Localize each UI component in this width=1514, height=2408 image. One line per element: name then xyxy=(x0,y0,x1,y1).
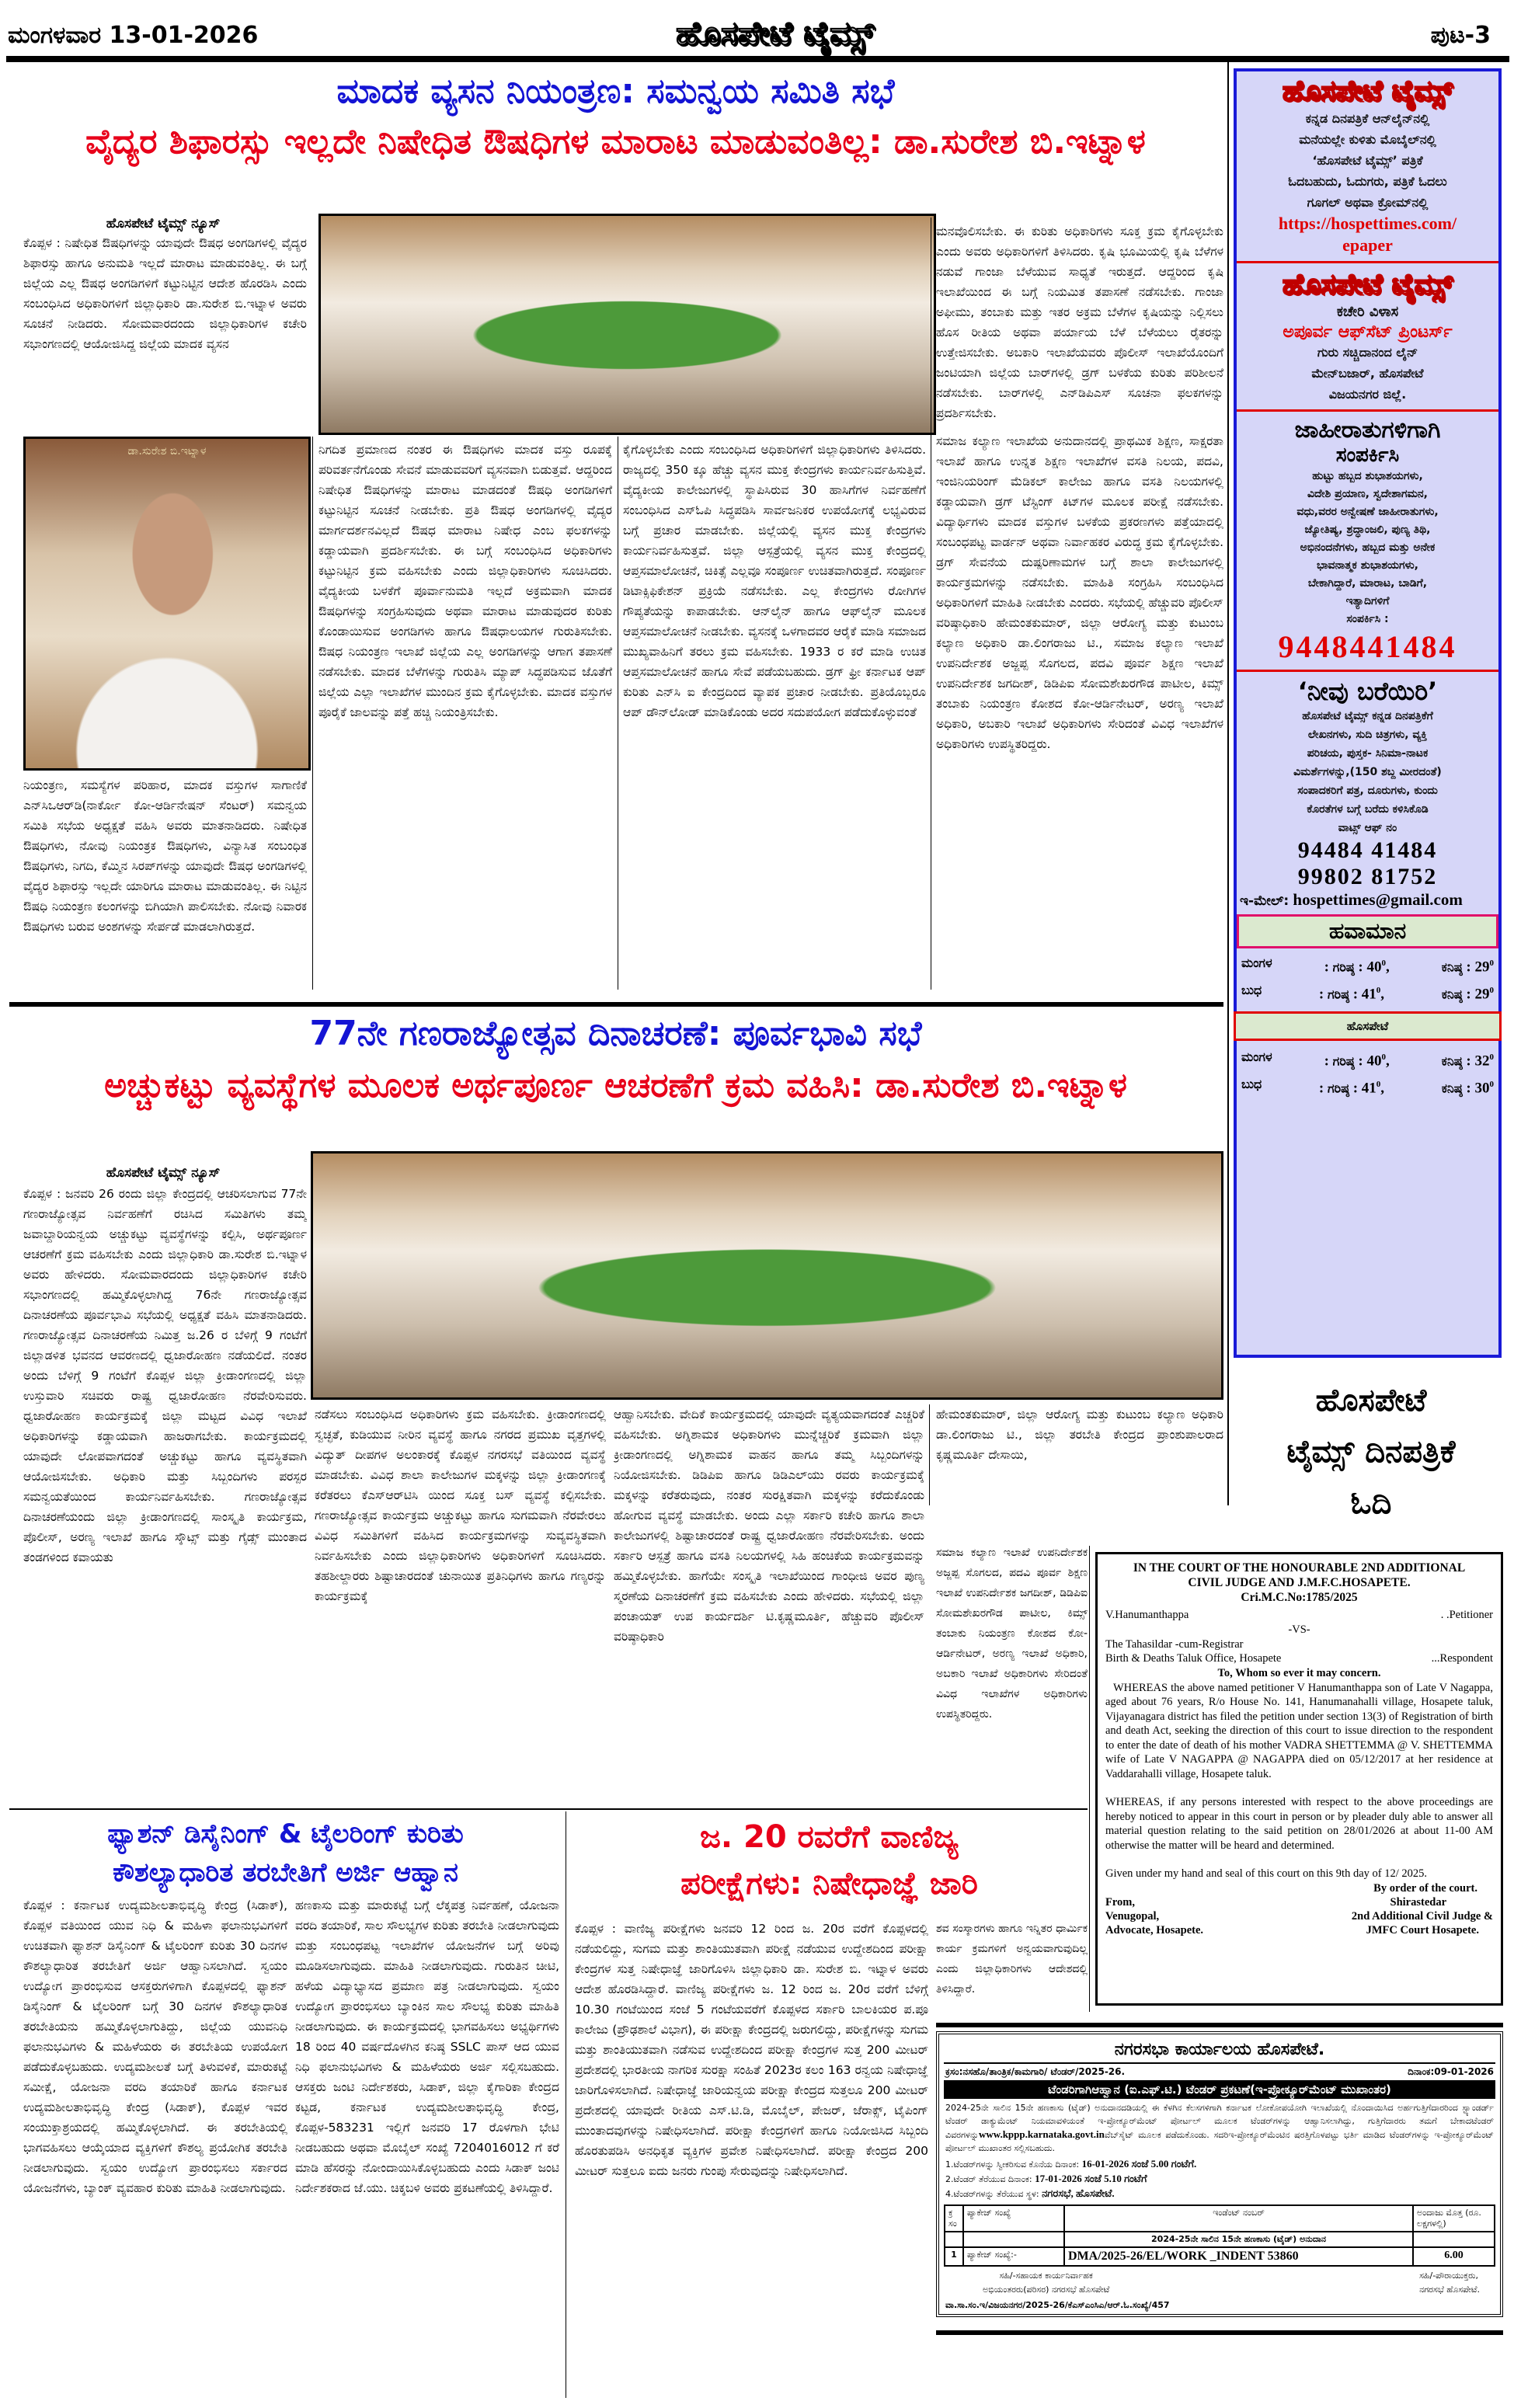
court-place: JMFC Court Hosapete. xyxy=(1366,1923,1479,1936)
weather-day: ಮಂಗಳ xyxy=(1241,955,1272,970)
article2-col1: ಕೊಪ್ಪಳ : ಜನವರಿ 26 ರಂದು ಜಿಲ್ಲಾ ಕೇಂದ್ರದಲ್ಲಿ ಆಚರಿಸಲಾಗುವ 77ನೇ ಗಣರಾಜ್ಯೋತ್ಸವ ನಿರ್ವಹಣೆಗೆ ರಚಿಸಿದ ಸಮಿತಿಗಳು ತಮ್ಮ ಜವಾಬ್ದಾರಿಯನ್ವಯ ಅಚ್ಚುಕಟ್ಟು ವ್ಯವಸ್ಥೆಗಳನ್ನು ಕಲ್ಪಿಸಿ, ಅರ್ಥಪೂರ್ಣ ಆಚರಣೆಗೆ ಕ್ರಮ ವಹಿಸಬೇಕು ಎಂದು ಜಿಲ್ಲಾಧಿಕಾರಿ ಡಾ.ಸುರೇಶ ಬಿ.ಇಟ್ನಾಳ ಅವರು ಹೇಳಿದರು. ಸೋಮವಾರದಂದು ಜಿಲ್ಲಾಧಿಕಾರಿಗಳ ಕಚೇರಿ ಸಭಾಂಗಣದಲ್ಲಿ ಹಮ್ಮಿಕೊಳ್ಳಲಾಗಿದ್ದ 76ನೇ ಗಣರಾಜ್ಯೋತ್ಸವ ದಿನಾಚರಣೆಯ ಪೂರ್ವಭಾವಿ ಸಭೆಯಲ್ಲಿ ಅಧ್ಯಕ್ಷತೆ ವಹಿಸಿ ಮಾತನಾಡಿದರು. ಗಣರಾಜ್ಯೋತ್ಸವ ದಿನಾಚರಣೆಯ ನಿಮಿತ್ತ ಜ.26 ರ ಬೆಳಿಗ್ಗೆ 9 ಗಂಟೆಗೆ ಜಿಲ್ಲಾಡಳಿತ ಭವನದ ಆವರಣದಲ್ಲಿ ಧ್ವಜಾರೋಹಣ ನಡೆಯಲಿದೆ. ನಂತರ ಅಂದು ಬೆಳಿಗ್ಗೆ 9 ಗಂಟೆಗೆ ಕೊಪ್ಪಳ ಜಿಲ್ಲಾ ಕ್ರೀಡಾಂಗಣದಲ್ಲಿ ಜಿಲ್ಲಾ ಉಸ್ತುವಾರಿ ಸಚಿವರು ರಾಷ್ಟ್ರ ಧ್ವಜಾರೋಹಣ ನೆರವೇರಿಸುವರು. ಧ್ವಜಾರೋಹಣ ಕಾರ್ಯಕ್ರಮಕ್ಕೆ ಜಿಲ್ಲಾ ಮಟ್ಟದ ವಿವಿಧ ಇಲಾಖೆ ಅಧಿಕಾರಿಗಳನ್ನು ಕಡ್ಡಾಯವಾಗಿ ಹಾಜರಾಗಬೇಕು. ಕಾರ್ಯಕ್ರಮದಲ್ಲಿ ಯಾವುದೇ ಲೋಪವಾಗದಂತೆ ಅಚ್ಚುಕಟ್ಟು ಹಾಗೂ ವ್ಯವಸ್ಥಿತವಾಗಿ ಆಯೋಜಿಸಬೇಕು. ಅಧಿಕಾರಿ ಮತ್ತು ಸಿಬ್ಬಂದಿಗಳು ಪರಸ್ಪರ ಸಮನ್ವಯತೆಯಿಂದ ಕಾರ್ಯನಿರ್ವಹಿಸಬೇಕು. ಗಣರಾಜ್ಯೋತ್ಸವ ದಿನಾಚರಣೆಯಂದು ಜಿಲ್ಲಾ ಕ್ರೀಡಾಂಗಣದಲ್ಲಿ ಸಾಂಸ್ಕೃತಿ ಕಾರ್ಯಕ್ರಮ, ಪೊಲೀಸ್, ಅರಣ್ಯ ಇಲಾಖೆ ಹಾಗೂ ಸ್ಕೌಟ್ಸ್ ಮತ್ತು ಗೈಡ್ಸ್ ಮುಂತಾದ ತಂಡಗಳಿಂದ ಕವಾಯತು xyxy=(23,1187,307,1564)
email-label: ಇ-ಮೇಲ್: xyxy=(1240,893,1290,909)
article1-kicker: ಮಾದಕ ವ್ಯಸನ ನಿಯಂತ್ರಣ: ಸಮನ್ವಯ ಸಮಿತಿ ಸಭೆ xyxy=(336,71,895,111)
article1-col4-bottom: ಸಮಾಜ ಕಲ್ಯಾಣ ಇಲಾಖೆಯ ಅನುದಾನದಲ್ಲಿ ಪ್ರಾಥಮಿಕ ಶಿಕ್ಷಣ, ಸಾಕ್ಷರತಾ ಇಲಾಖೆ ಹಾಗೂ ಉನ್ನತ ಶಿಕ್ಷಣ ಇಲಾಖೆಗಳ ವಸತಿ ನಿಲಯ, ಪದವಿ, ಇಂಜಿನಿಯರಿಂಗ್ ಮೆಡಿಕಲ್ ಕಾಲೇಜು ಹಾಗೂ ವಸತಿ ನಿಲಯಗಳಲ್ಲಿ ಕಡ್ಡಾಯವಾಗಿ ಡ್ರಗ್ ಟೆಸ್ಟಿಂಗ್ ಕಿಟ್‌ಗಳ ಮೂಲಕ ಪರೀಕ್ಷೆ ನಡೆಸಬೇಕು. ವಿದ್ಯಾರ್ಥಿಗಳು ಮಾದಕ ವಸ್ತುಗಳ ಬಳಕೆಯ ಪ್ರಕರಣಗಳು ಪತ್ತೆಯಾದಲ್ಲಿ ಸಂಬಂಧಪಟ್ಟ ವಾರ್ಡನ್ ಅಥವಾ ನಿರ್ವಾಹಕರ ವಿರುದ್ಧ ಕ್ರಮ ಕೈಗೊಳ್ಳಬೇಕು. ಡ್ರಗ್ ಸೇವನೆಯ ದುಷ್ಪರಿಣಾಮಗಳ ಬಗ್ಗೆ ಶಾಲಾ ಕಾಲೇಜುಗಳಲ್ಲಿ ಕಾರ್ಯಕ್ರಮಗಳನ್ನು ನಡೆಸಬೇಕು. ಮಾಹಿತಿ ಸಂಗ್ರಹಿಸಿ ಸಂಬಂಧಿಸಿದ ಅಧಿಕಾರಿಗಳಿಗೆ ಮಾಹಿತಿ ನೀಡಬೇಕು ಎಂದರು. ಸಭೆಯಲ್ಲಿ ಹೆಚ್ಚುವರಿ ಪೊಲೀಸ್ ವರಿಷ್ಠಾಧಿಕಾರಿ ಹೇಮಂತಕುಮಾರ್, ಜಿಲ್ಲಾ ಆರೋಗ್ಯ ಮತ್ತು ಕುಟುಂಬ ಕಲ್ಯಾಣ ಅಧಿಕಾರಿ ಡಾ.ಲಿಂಗರಾಜು ಟಿ., ಸಮಾಜ ಕಲ್ಯಾಣ ಇಲಾಖೆ ಉಪನಿರ್ದೇಶಕ ಅಜ್ಜಪ್ಪ ಸೊಗಲದ, ಪದವಿ ಪೂರ್ವ ಶಿಕ್ಷಣ ಇಲಾಖೆ ಉಪನಿರ್ದೇಶಕ ಜಗದೀಶ್, ಡಿಡಿಪಿಐ ಸೋಮಶೇಖರಗೌಡ ಪಾಟೀಲ, ಕಿಮ್ಸ್ ತಂಬಾಕು ನಿಯಂತ್ರಣ ಕೋಶದ ಕೋ-ಆರ್ಡಿನೇಟರ್, ಅರಣ್ಯ ಇಲಾಖೆ ಅಧಿಕಾರಿ, ಅಬಕಾರಿ ಇಲಾಖೆ ಅಧಿಕಾರಿಗಳು ಸೇರಿದಂತೆ ವಿವಿಧ ಇಲಾಖೆಗಳ ಅಧಿಕಾರಿಗಳು ಉಪಸ್ಥಿತರಿದ್ದರು. xyxy=(936,434,1223,751)
write-line: ಲೇಖನಗಳು, ಸುದಿ ಚಿತ್ರಗಳು, ವ್ಯಕ್ತಿ xyxy=(1307,729,1428,741)
ads-line: ಸಂಪರ್ಕಿಸಿ : xyxy=(1346,613,1389,625)
court-para-3: Given under my hand and seal of this court on this 9th day of 12/ 2025. xyxy=(1105,1867,1427,1880)
write-to-us-title: ‘ನೀವು ಬರೆಯಿರಿ’ xyxy=(1297,677,1438,706)
column-rule xyxy=(312,437,313,990)
weather-max: 40 xyxy=(1366,1052,1382,1069)
article4-col1: ಕೊಪ್ಪಳ : ವಾಣಿಜ್ಯ ಪರೀಕ್ಷೆಗಳು ಜನವರಿ 12 ರಿಂದ ಜ. 20ರ ವರೆಗೆ ಕೊಪ್ಪಳದಲ್ಲಿ ನಡೆಯಲಿದ್ದು, ಸುಗಮ ಮತ್ತು ಶಾಂತಿಯುತವಾಗಿ ಪರೀಕ್ಷೆ ನಡೆಯುವ ಉದ್ದೇಶದಿಂದ ಪರೀಕ್ಷಾ ಕೇಂದ್ರಗಳ ಸುತ್ತ ನಿಷೇಧಾಜ್ಞೆ ಜಾರಿಗೊಳಿಸಿ ಜಿಲ್ಲಾಧಿಕಾರಿ ಡಾ. ಸುರೇಶ ಬಿ. ಇಟ್ನಾಳ ಅವರು ಆದೇಶ ಹೊರಡಿಸಿದ್ದಾರೆ. ವಾಣಿಜ್ಯ ಪರೀಕ್ಷೆಗಳು ಜ. 12 ರಿಂದ ಜ. 20ರ ವರೆಗೆ ಬೆಳಿಗ್ಗೆ 10.30 ಗಂಟೆಯಿಂದ ಸಂಜೆ 5 ಗಂಟೆಯವರೆಗೆ ಕೊಪ್ಪಳದ ಸರ್ಕಾರಿ ಬಾಲಕಿಯರ ಪ.ಪೂ ಕಾಲೇಜು (ಪ್ರೌಢಶಾಲೆ ವಿಭಾಗ), ಈ ಪರೀಕ್ಷಾ ಕೇಂದ್ರದಲ್ಲಿ ಜರುಗಲಿದ್ದು, ಪರೀಕ್ಷೆಗಳನ್ನು ಸುಗಮ ಮತ್ತು ಶಾಂತಿಯುತವಾಗಿ ನಡೆಸುವ ಉದ್ದೇಶದಿಂದ ಪರೀಕ್ಷಾ ಕೇಂದ್ರಗಳ ಸುತ್ತ 200 ಮೀಟರ್ ಪ್ರದೇಶದಲ್ಲಿ ಭಾರತೀಯ ನಾಗರಿಕ ಸುರಕ್ಷಾ ಸಂಹಿತೆ 2023ರ ಕಲಂ 163 ರನ್ವಯ ನಿಷೇಧಾಜ್ಞೆ ಜಾರಿಗೊಳಿಸಲಾಗಿದೆ. ನಿಷೇಧಾಜ್ಞೆ ಜಾರಿಯನ್ವಯ ಪರೀಕ್ಷಾ ಕೇಂದ್ರದ ಸುತ್ತಲೂ 200 ಮೀಟರ್ ಪ್ರದೇಶದಲ್ಲಿ ಯಾವುದೇ ರೀತಿಯ ಎಸ್.ಟಿ.ಡಿ, ಮೊಬೈಲ್, ಪೇಜರ್, ಜೆರಾಕ್ಸ್, ಟೈಪಿಂಗ್ ಮುಂತಾದವುಗಳನ್ನು ನಿಷೇಧಿಸಲಾಗಿದೆ. ಪರೀಕ್ಷಾ ಕೇಂದ್ರಗಳಿಗೆ ಹಾಗೂ ನಿಯೋಜಿಸಿದ ಸಿಬ್ಬಂದಿ ಹೊರತುಪಡಿಸಿ ಅನಧಿಕೃತ ವ್ಯಕ್ತಿಗಳ ಪ್ರವೇಶ ನಿಷೇಧಿಸಲಾಗಿದೆ. ಪರೀಕ್ಷಾ ಕೇಂದ್ರದ 200 ಮೀಟರ್ ಸುತ್ತಲೂ ಐದು ಜನರು ಗುಂಪು ಸೇರುವುದನ್ನು ನಿಷೇಧಿಸಲಾಗಿದೆ. xyxy=(575,1922,928,2178)
tender-table-header xyxy=(945,2205,1495,2232)
weather-min-label: ಕನಿಷ್ಠ xyxy=(1441,959,1463,975)
page-number: ಪುಟ-3 xyxy=(1430,22,1491,49)
article3-headline-line2: ಕೌಶಲ್ಯಾಧಾರಿತ ತರಬೇತಿಗೆ ಅರ್ಜಿ ಆಹ್ವಾನ xyxy=(113,1857,458,1888)
tender-url[interactable]: www.kppp.karnataka.govt.in xyxy=(979,2128,1105,2140)
weather-day: ಬುಧ xyxy=(1241,1076,1262,1091)
article1-byline: ಹೊಸಪೇಟೆ ಟೈಮ್ಸ್ ನ್ಯೂಸ್ xyxy=(106,216,221,231)
sign-left-line: ಸಹಿ/-ಸಹಾಯಕ ಕಾರ್ಯನಿರ್ವಾಹಕ xyxy=(999,2271,1093,2281)
ad1-line: ಗೂಗಲ್ ಅಥವಾ ಕ್ರೋಮ್‌ನಲ್ಲಿ xyxy=(1307,195,1429,210)
read-promo-line: ಓದಿ xyxy=(1350,1485,1392,1521)
header-rule xyxy=(6,56,1509,62)
weather-title: ಹವಾಮಾನ xyxy=(1237,914,1498,948)
advocate-place: Advocate, Hosapete. xyxy=(1105,1923,1204,1936)
write-line: ಹೊಸಪೇಟೆ ಟೈಮ್ಸ್ ಕನ್ನಡ ದಿನಪತ್ರಿಕೆಗೆ xyxy=(1302,710,1433,722)
petitioner-name: V.Hanumanthappa xyxy=(1105,1609,1189,1621)
tender-date: ದಿನಾಂಕ:09-01-2026 xyxy=(1408,2066,1494,2077)
weather-city: ಹೊಸಪೇಟೆ xyxy=(1234,1011,1502,1041)
cell-sl: 1 xyxy=(945,2247,963,2266)
office-label: ಕಚೇರಿ ವಿಳಾಸ xyxy=(1336,304,1399,320)
cell-package: ಪ್ಯಾಕೇಜ್ ಸಂಖ್ಯೆ:- xyxy=(963,2247,1064,2266)
weather-min: 29 xyxy=(1474,986,1490,1003)
court-notice xyxy=(1095,1552,1503,2006)
from-label: From, xyxy=(1105,1895,1135,1909)
article2-kicker: 77ನೇ ಗಣರಾಜ್ಯೋತ್ಸವ ದಿನಾಚರಣೆ: ಪೂರ್ವಭಾವಿ ಸಭೆ xyxy=(309,1014,922,1053)
to-whom: To, Whom so ever it may concern. xyxy=(1217,1667,1381,1679)
court-order-text: By order of the court. xyxy=(1373,1881,1477,1895)
sidebar-divider xyxy=(1227,61,1229,1505)
degree-mark: 0 xyxy=(1489,1079,1494,1089)
ads-line: ಅಭಿನಂದನೆಗಳು, ಹಬ್ಬದ ಮತ್ತು ಅನೇಕ xyxy=(1300,541,1436,554)
respondent-name: The Tahasildar -cum-Registrar xyxy=(1105,1637,1244,1651)
weather-row: ಮಂಗಳ : ಗರಿಷ್ಠ : $40^0$, ಕನಿಷ್ಠ : $29^0$ xyxy=(1237,952,1498,979)
ad1-line: ಮನೆಯಲ್ಲೇ ಕುಳಿತು ಮೊಬೈಲ್‌ನಲ್ಲಿ xyxy=(1299,132,1436,147)
article2-col4: ಹೇಮಂತಕುಮಾರ್, ಜಿಲ್ಲಾ ಆರೋಗ್ಯ ಮತ್ತು ಕುಟುಂಬ ಕಲ್ಯಾಣ ಅಧಿಕಾರಿ ಡಾ.ಲಿಂಗರಾಜು ಟಿ., ಜಿಲ್ಲಾ ತರಬೇತಿ ಕೇಂದ್ರದ ಪ್ರಾಂಶುಪಾಲರಾದ ಕೃಷ್ಣಮೂರ್ತಿ ದೇಸಾಯಿ, xyxy=(936,1408,1223,1462)
write-line: ಕೊರತೆಗಳ ಬಗ್ಗೆ ಬರೆದು ಕಳಿಸಿಕೊಡಿ xyxy=(1307,803,1429,816)
article4-headline-line1: ಜ. 20 ರವರೆಗೆ ವಾಣಿಜ್ಯ xyxy=(700,1819,959,1855)
ads-phone[interactable]: 9448441484 xyxy=(1278,629,1457,664)
epaper-link[interactable]: https://hospettimes.com/ xyxy=(1278,214,1457,233)
court-heading: CIVIL JUDGE AND J.M.F.C.HOSAPETE. xyxy=(1188,1576,1411,1589)
th-indent: ಇಂಡೆಂಟ್ ನಂಬರ್ xyxy=(1064,2205,1413,2232)
tender-body-text: 2024-25ನೇ ಸಾಲಿನ 15ನೇ ಹಣಕಾಸು (ಟೈಡ್) ಅನುದಾನದಡಿಯಲ್ಲಿ ಈ ಕೆಳಗಿನ ಕೆಲಸಗಳಿಗಾಗಿ ಕರ್ನಾಟಕ ಲೋಕೋಪಯೋಗಿ ಇಲಾಖೆಯಲ್ಲಿ ನೊಂದಾಯಿಸಿದ ಅರ್ಹಗುತ್ತಿಗೆದಾರರಿಂದ ಸ್ಟ್ಯಾಂಡರ್ಡ್ ಟೆಂಡರ್ ಡಾಕ್ಯುಮೆಂಟ್ ನಿಯಮಾವಳಿಯಂತೆ ಇ-ಪ್ರೋಕ್ಯೂರ್‌ಮೆಂಟ್ ಪೋರ್ಟಲ್ ಮೂಲಕ ಟೆಂಡರ್‌ಗಳನ್ನು ಆಹ್ವಾನಿಸಲಾಗಿದ್ದು, ಗುತ್ತಿಗೆದಾರರು ತಮಗೆ ಬೇಕಾದಟೆಂಡರ್ ವಿವರಗಳನ್ನು xyxy=(945,2103,1494,2140)
office-address: ಗುರು ಸಚ್ಚಿದಾನಂದ ಲೈನ್ xyxy=(1317,345,1418,360)
masthead-logo: ಹೊಸಪೇಟೆ ಟೈಮ್ಸ್ xyxy=(676,14,875,52)
table-row xyxy=(945,2247,1495,2266)
article3-col1: ಕೊಪ್ಪಳ : ಕರ್ನಾಟಕ ಉದ್ಯಮಶೀಲತಾಭಿವೃದ್ಧಿ ಕೇಂದ್ರ (ಸಿಡಾಕ್), ಕೊಪ್ಪಳ ವತಿಯಿಂದ ಯುವ ನಿಧಿ & ಮಹಿಳಾ ಫಲಾನುಭವಿಗಳಿಗೆ ಉಚಿತವಾಗಿ ಫ್ಯಾಶನ್ ಡಿಸೈನಿಂಗ್ & ಟೈಲರಿಂಗ್ ಕುರಿತು 30 ದಿನಗಳ ಕೌಶಲ್ಯಾಧಾರಿತ ತರಬೇತಿಗೆ ಅರ್ಜಿ ಆಹ್ವಾನಿಸಲಾಗಿದೆ. ಸ್ವಯಂ ಉದ್ಯೋಗ ಪ್ರಾರಂಭಿಸುವ ಆಸಕ್ತರುಗಳಿಗಾಗಿ ಕೊಪ್ಪಳದಲ್ಲಿ ಫ್ಯಾಶನ್ ಡಿಸೈನಿಂಗ್ & ಟೈಲರಿಂಗ್ ಬಗ್ಗೆ 30 ದಿನಗಳ ಕೌಶಲ್ಯಾಧಾರಿತ ತರಬೇತಿಯನು ಹಮ್ಮಿಕೊಳ್ಳಲಾಗುತಿದ್ದು, ಜಿಲ್ಲೆಯ ಯುವನಿಧಿ ಫಲಾನುಭವಿಗಳು & ಮಹಿಳೆಯರು ಈ ತರಬೇತಿಯ ಉಪಯೋಗ ಪಡೆದುಕೊಳ್ಳಬಹುದು. ಉದ್ಯಮಶೀಲತೆ ಬಗ್ಗೆ ತಿಳುವಳಿಕೆ, ಮಾರುಕಟ್ಟೆ ಸಮೀಕ್ಷೆ, ಯೋಜನಾ ವರದಿ ತಯಾರಿಕೆ ಹಾಗೂ ಕರ್ನಾಟಕ ಉದ್ಯಮಶೀಲತಾಭಿವೃದ್ಧಿ ಕೇಂದ್ರ (ಸಿಡಾಕ್), ಕೊಪ್ಪಳ ಇವರ ಸಂಯುಕ್ತಾಶ್ರಯದಲ್ಲಿ ಹಮ್ಮಿಕೊಳ್ಳಲಾಗಿದೆ. ಈ ತರಬೇತಿಯಲ್ಲಿ ಭಾಗವಹಿಸಲು ಆಯ್ಕೆಯಾದ ವ್ಯಕ್ತಿಗಳಿಗೆ ಕೌಶಲ್ಯ ಪ್ರಯೋಗಿಕ ತರಬೇತಿ ನೀಡಲಾಗುವುದು. ಸ್ವಯಂ ಉದ್ಯೋಗ ಪ್ರಾರಂಭಿಸಲು ಸರ್ಕಾರದ ಯೋಜನೆಗಳು, ಬ್ಯಾಂಕ್ ವ್ಯವಹಾರ ಕುರಿತು ಮಾಹಿತಿ ನೀಡಲಾಗುವುದು. xyxy=(23,1898,287,2195)
whatsapp-phone-1[interactable]: 94484 41484 xyxy=(1297,837,1438,863)
weather-max: 40 xyxy=(1366,959,1382,976)
degree-mark: 0 xyxy=(1376,1079,1381,1089)
article1-col3: ಕೈಗೊಳ್ಳಬೇಕು ಎಂದು ಸಂಬಂಧಿಸಿದ ಅಧಿಕಾರಿಗಳಿಗೆ ಜಿಲ್ಲಾಧಿಕಾರಿಗಳು ತಿಳಿಸಿದರು. ರಾಜ್ಯದಲ್ಲಿ 350 ಕ್ಕೂ ಹೆಚ್ಚು ವ್ಯಸನ ಮುಕ್ತ ಕೇಂದ್ರಗಳು ಕಾರ್ಯನಿರ್ವಹಿಸುತ್ತಿವೆ. ವೈದ್ಯಕೀಯ ಕಾಲೇಜುಗಳಲ್ಲಿ ಸ್ಥಾಪಿಸಿರುವ 30 ಹಾಸಿಗೆಗಳ ನಿರ್ವಹಣೆಗೆ ಸಂಬಂಧಿಸಿದ ಎಸ್‌ಓಪಿ ಸಿದ್ಧಪಡಿಸಿ ಸಾರ್ವಜನಿಕರ ಉಪಯೋಗಕ್ಕೆ ಲಭ್ಯವಿರುವ ಬಗ್ಗೆ ಪ್ರಚಾರ ಮಾಡಬೇಕು. ಜಿಲ್ಲೆಯಲ್ಲಿ ವ್ಯಸನ ಮುಕ್ತ ಕೇಂದ್ರಗಳು ಕಾರ್ಯನಿರ್ವಹಿಸುತ್ತವೆ. ಜಿಲ್ಲಾ ಆಸ್ಪತ್ರೆಯಲ್ಲಿ ವ್ಯಸನ ಮುಕ್ತ ಕೇಂದ್ರದಲ್ಲಿ ಆಪ್ತಸಮಾಲೋಚನೆ, ಚಿಕಿತ್ಸೆ ಎಲ್ಲವೂ ಸಂಪೂರ್ಣ ಉಚಿತವಾಗಿರುತ್ತದೆ. ಸಂಪೂರ್ಣ ಡಿಟಾಕ್ಸಿಫಿಕೇಶನ್ ಪ್ರಕ್ರಿಯೆ ನಡೆಸಬೇಕು. ಎಲ್ಲ ಕೇಂದ್ರಗಳು ರೋಗಿಗಳ ಗೌಪ್ಯತೆಯನ್ನು ಕಾಪಾಡಬೇಕು. ಆನ್‌ಲೈನ್ ಹಾಗೂ ಆಫ್‌ಲೈನ್ ಮೂಲಕ ಆಪ್ತಸಮಾಲೋಚನೆ ನೀಡಬೇಕು. ವ್ಯಸನಕ್ಕೆ ಒಳಗಾದವರ ಆರೈಕೆ ಮಾಡಿ ಸಮಾಜದ ಮುಖ್ಯವಾಹಿನಿಗೆ ತರಲು ಕ್ರಮ ವಹಿಸಬೇಕು. 1933 ರ ಕರೆ ಮಾಡಿ ಉಚಿತ ಆಪ್ತಸಮಾಲೋಚನೆ ಹಾಗೂ ಸೇವೆ ಪಡೆಯಬಹುದು. ಡ್ರಗ್ ಫ್ರೀ ಕರ್ನಾಟಕ ಆಪ್ ಕುರಿತು ಎನ್‌ಸಿ ಐ ಕೇಂದ್ರದಿಂದ ವ್ಯಾಪಕ ಪ್ರಚಾರ ನೀಡಬೇಕು. ಪ್ರತಿಯೊಬ್ಬರೂ ಆಪ್ ಡೌನ್‌ಲೋಡ್ ಮಾಡಿಕೊಂಡು ಅದರ ಸದುಪಯೋಗ ಪಡೆದುಕೊಳ್ಳುವಂತೆ xyxy=(623,443,926,719)
read-promo-line: ಹೊಸಪೇಟೆ xyxy=(1315,1383,1427,1418)
divider xyxy=(1237,409,1498,412)
ad1-line: ಕನ್ನಡ ದಿನಪತ್ರಿಕೆ ಆನ್‌ಲೈನ್‌ನಲ್ಲಿ xyxy=(1305,111,1430,126)
weather-min-label: ಕನಿಷ್ಠ xyxy=(1441,1053,1463,1068)
printer-name: ಅಪೂರ್ವ ಆಫ್‌ಸೆಟ್ ಪ್ರಿಂಟರ್ಸ್ xyxy=(1283,322,1453,342)
tender-ref: ಕ್ರಸಂ:ನಸಹೊ/ತಾಂತ್ರಿಕ/ಕಾಮಗಾರಿ/ ಟೆಂಡರ್/2025-26. xyxy=(945,2066,1126,2077)
court-heading: IN THE COURT OF THE HONOURABLE 2ND ADDITIONAL xyxy=(1133,1561,1466,1575)
ad1-line: ‘ಹೊಸಪೇಟೆ ಟೈಮ್ಸ್’ ಪತ್ರಿಕೆ xyxy=(1312,153,1423,168)
office-address: ವಿಜಯನಗರ ಜಿಲ್ಲೆ. xyxy=(1328,387,1407,402)
sign-right xyxy=(1419,2269,1480,2297)
tender-ref-row xyxy=(944,2064,1495,2080)
sidebar-logo-2: ಹೊಸಪೇಟೆ ಟೈಮ್ಸ್ xyxy=(1282,268,1453,301)
sign-row xyxy=(1105,1923,1493,1937)
tender-table xyxy=(944,2204,1495,2267)
read-promo-line: ಟೈಮ್ಸ್ ದಿನಪತ್ರಿಕೆ xyxy=(1286,1434,1456,1470)
petitioner-role: . .Petitioner xyxy=(1440,1609,1493,1621)
read-promo xyxy=(1243,1375,1499,1529)
tender-body-text: ವೆಬ್‌ಸೈಟ್ ಮೂಲಕ ಪಡೆದುಕೊಂಡು. ಸದರಿಇ-ಪ್ರೋಕ್ಯೂರ್‌ಮೆಂಟಿನ ಷರತ್ತಿಗೊಳಪಟ್ಟು ಭರ್ತಿ ಮಾಡಿದ ಟೆಂಡರ್‌ಗಳನ್ನು ಇ-ಪ್ರೋಕ್ಯೂರ್‌ಮೆಂಟ್ ಪೋರ್ಟಲ್ ಮುಖಾಂತರ ಸಲ್ಲಿಸಬಹುದು. xyxy=(945,2130,1494,2153)
tender-item xyxy=(944,2187,1495,2201)
tender-signatures xyxy=(944,2267,1495,2297)
sign-right-line: ಸಹಿ/-ಪೌರಾಯುಕ್ತರು, xyxy=(1419,2271,1478,2281)
divider xyxy=(1237,670,1498,672)
court-para-2: WHEREAS, if any persons interested with respect to the above proceedings are hereby noticed to appear in this court in person or by pleader duly able to answer all material question relating to the said petition on 28/01/2026 at about 11-00 AM otherwise the matter will be heard and determined. xyxy=(1105,1796,1493,1852)
ads-line: ಜ್ಯೋತಿಷ್ಯ, ಶ್ರದ್ಧಾಂಜಲಿ, ಪುಣ್ಯ ತಿಥಿ, xyxy=(1304,524,1431,536)
respondent-role: ...Respondent xyxy=(1431,1652,1493,1665)
article2-col3: ಆಹ್ವಾನಿಸಬೇಕು. ವೇದಿಕೆ ಕಾರ್ಯಕ್ರಮದಲ್ಲಿ ಯಾವುದೇ ವ್ಯತ್ಯಯವಾಗದಂತೆ ಎಚ್ಚರಿಕೆ ವಹಿಸಬೇಕು. ಅಗ್ನಿಶಾಮಕ ಅಧಿಕಾರಿಗಳು ಮುನ್ನೆಚ್ಚರಿಕೆ ಕ್ರಮವಾಗಿ ಜಿಲ್ಲಾ ಕ್ರೀಡಾಂಗಣದಲ್ಲಿ ಅಗ್ನಿಶಾಮಕ ವಾಹನ ಹಾಗೂ ತಮ್ಮ ಸಿಬ್ಬಂದಿಗಳನ್ನು ನಿಯೋಜಿಸಬೇಕು. ಡಿಡಿಪಿಐ ಹಾಗೂ ಡಿಡಿಎಲ್‌ಯು ರವರು ಕಾರ್ಯಕ್ರಮಕ್ಕೆ ಮಕ್ಕಳನ್ನು ಕರೆತರುವುದು, ನಂತರ ಸುರಕ್ಷಿತವಾಗಿ ಮಕ್ಕಳನ್ನು ಕರೆದುಕೊಂಡು ಹೋಗುವ ವ್ಯವಸ್ಥೆ ಮಾಡಬೇಕು. ಅಂದು ಎಲ್ಲಾ ಸರ್ಕಾರಿ ಕಚೇರಿ ಹಾಗೂ ಶಾಲಾ ಕಾಲೇಜುಗಳಲ್ಲಿ ಶಿಷ್ಟಾಚಾರದಂತೆ ರಾಷ್ಟ್ರ ಧ್ವಜಾರೋಹಣ ನೆರವೇರಿಸಬೇಕು. ಅಂದು ಸರ್ಕಾರಿ ಆಸ್ಪತ್ರೆ ಹಾಗೂ ವಸತಿ ನಿಲಯಗಳಲ್ಲಿ ಸಿಹಿ ಹಂಚಿಕೆಯ ಕಾರ್ಯಕ್ರಮವನ್ನು ಹಮ್ಮಿಕೊಳ್ಳಬೇಕು. ಹಾಗೆಯೇ ಸಂಸ್ಕೃತಿ ಇಲಾಖೆಯಿಂದ ಗಾಂಧೀಜಿ ಅವರ ಪುಣ್ಯ ಸ್ಮರಣೆಯ ದಿನಾಚರಣೆಗೆ ಕ್ರಮ ವಹಿಸಬೇಕು ಎಂದು ಹೇಳಿದರು. ಸಭೆಯಲ್ಲಿ ಜಿಲ್ಲಾ ಪಂಚಾಯತ್ ಉಪ ಕಾರ್ಯದರ್ಶಿ ಟಿ.ಕೃಷ್ಣಮೂರ್ತಿ, ಹೆಚ್ಚುವರಿ ಪೊಲೀಸ್ ವರಿಷ್ಠಾಧಿಕಾರಿ xyxy=(614,1408,924,1644)
versus: -VS- xyxy=(1288,1623,1310,1636)
weather-day: ಮಂಗಳ xyxy=(1241,1049,1272,1064)
article1-headline: ವೈದ್ಯರ ಶಿಫಾರಸ್ಸು ಇಲ್ಲದೇ ನಿಷೇಧಿತ ಔಷಧಿಗಳ ಮಾರಾಟ ಮಾಡುವಂತಿಲ್ಲ: ಡಾ.ಸುರೇಶ ಬಿ.ಇಟ್ನಾಳ xyxy=(85,122,1146,162)
weather-city-row: ಮಂಗಳ : ಗರಿಷ್ಠ : $40^0$, ಕನಿಷ್ಠ : $32^0$ xyxy=(1237,1046,1498,1073)
weather-min-label: ಕನಿಷ್ಠ xyxy=(1441,1080,1463,1096)
ads-line: ಬೇಕಾಗಿದ್ದಾರೆ, ಮಾರಾಟ, ಬಾಡಿಗೆ, xyxy=(1307,577,1428,590)
tender-banner: ಟೆಂಡರಿಗಾಗಿಆಹ್ವಾನ (ಐ.ಎಫ್.ಟಿ.) ಟೆಂಡರ್ ಪ್ರಕಟಣೆ(ಇ-ಪ್ರೋಕ್ಯೂರ್‌ಮೆಂಟ್ ಮುಖಾಂತರ) xyxy=(944,2080,1495,2099)
sidebar-logo-1: ಹೊಸಪೇಟೆ ಟೈಮ್ಸ್ xyxy=(1282,75,1453,107)
ad1-line: ಓದಬಹುದು, ಓದುಗರು, ಪತ್ರಿಕೆ ಓದಲು xyxy=(1288,174,1447,189)
article1-col2: ನಿಗದಿತ ಪ್ರಮಾಣದ ನಂತರ ಈ ಔಷಧಿಗಳು ಮಾದಕ ವಸ್ತು ರೂಪಕ್ಕೆ ಪರಿವರ್ತನೆಗೊಂಡು ಸೇವನೆ ಮಾಡುವವರಿಗೆ ವ್ಯಸನವಾಗಿ ಬಿಡುತ್ತವೆ. ಆದ್ದರಿಂದ ನಿಷೇಧಿತ ಔಷಧಿಗಳನ್ನು ಮಾರಾಟ ಮಾಡದಂತೆ ಔಷಧಿ ಅಂಗಡಿಗಳಿಗೆ ಕಟ್ಟುನಿಟ್ಟಿನ ಸೂಚನೆ ನೀಡಬೇಕು. ಪ್ರತಿ ಔಷಧ ಅಂಗಡಿಗಳಲ್ಲಿ ವೈದ್ಯರ ಮಾರ್ಗದರ್ಶನವಿಲ್ಲದೆ ಔಷಧ ಮಾರಾಟ ನಿಷೇಧ ಎಂಬ ಫಲಕಗಳನ್ನು ಕಡ್ಡಾಯವಾಗಿ ಪ್ರದರ್ಶಿಸಬೇಕು. ಈ ಬಗ್ಗೆ ಸಂಬಂಧಿಸಿದ ಅಧಿಕಾರಿಗಳು ಕಟ್ಟುನಿಟ್ಟಿನ ಕ್ರಮ ವಹಿಸಬೇಕು ಎಂದು ಜಿಲ್ಲಾಧಿಕಾರಿಗಳು ಸೂಚಿಸಿದರು. ವೈದ್ಯಕೀಯ ಬಳಕೆಗೆ ಪೂರ್ವಾನುಮತಿ ಇಲ್ಲದೆ ಅಕ್ರಮವಾಗಿ ಮಾದಕ ಔಷಧಿಗಳನ್ನು ಸಂಗ್ರಹಿಸುವುದು ಅಥವಾ ಮಾರಾಟ ಮಾಡುವುದರ ಕುರಿತು ಕೊಂಡಾಯಿಸುವ ಅಂಗಡಿಗಳು ಹಾಗೂ ಔಷಧಾಲಯಗಳ ಗುರುತಿಸಬೇಕು. ಔಷಧ ನಿಯಂತ್ರಣ ಇಲಾಖೆ ಜಿಲ್ಲೆಯ ಎಲ್ಲ ಅಂಗಡಿಗಳನ್ನು ಆಗಾಗ ತಪಾಸಣೆ ನಡೆಸಬೇಕು. ಮಾದಕ ಬೆಳೆಗಳನ್ನು ಗುರುತಿಸಿ ಮ್ಯಾಪ್ ಸಿದ್ಧಪಡಿಸುವ ಜೊತೆಗೆ ಜಿಲ್ಲೆಯ ಎಲ್ಲಾ ಇಲಾಖೆಗಳ ಮುಂದಿನ ಕ್ರಮ ಕೈಗೊಳ್ಳಬೇಕು. ಮಾದಕ ವಸ್ತುಗಳ ಪೂರೈಕೆ ಜಾಲವನ್ನು ಪತ್ತೆ ಹಚ್ಚಿ ನಿಯಂತ್ರಿಸಬೇಕು. xyxy=(318,443,612,719)
tender-body xyxy=(944,2099,1495,2157)
ads-line: ಹುಟ್ಟು ಹಬ್ಬದ ಶುಭಾಶಯಗಳು, xyxy=(1312,470,1423,482)
write-line: ವಾಟ್ಸ್ ಆಫ್ ನಂ xyxy=(1338,822,1397,834)
column-rule xyxy=(1089,1546,1090,2012)
write-line: ವಿಮರ್ಶೆಗಳನ್ನು,(150 ಶಬ್ದ ಮೀರದಂತೆ) xyxy=(1293,766,1442,778)
th-package: ಪ್ಯಾಕೇಜ್ ಸಂಖ್ಯೆ xyxy=(963,2205,1064,2232)
petitioner-row xyxy=(1105,1608,1493,1623)
court-para-1: WHEREAS the above named petitioner V Hanumanthappa son of Late V Nagappa, aged about 76 years, R/o House No. 141, Hanumanahalli village, Hosapete taluk, Vijayanagara district has filed the petition under section 13(3) of Registration of birth and death Act, seeking the direction of this court to issue direction to the respondent to enter the date of death of his mother VADRA SHETTEMMA @ V. SHETTEMMA wife of Late V NAGAPPA @ NAGAPPA died on 05/12/2017 at her residence at Vaddarahalli village, Hosapete taluk. xyxy=(1105,1681,1493,1780)
sidebar-ad-panel xyxy=(1234,68,1502,1358)
ads-line: ಭಾವನಾತ್ಮಕ ಶುಭಾಶಯಗಳು, xyxy=(1317,559,1418,572)
tender-item-value: 17-01-2026 ಸಂಜೆ 5.10 ಗಂಟೆಗೆ xyxy=(1035,2173,1147,2184)
tender-item xyxy=(944,2157,1495,2172)
tender-notice xyxy=(936,2031,1503,2317)
weather-max-label: ಗರಿಷ್ಠ xyxy=(1327,987,1349,1002)
tender-item-label: 4.ಟೆಂಡರ್‌ಗಳನ್ನು ತೆರೆಯುವ ಸ್ಥಳ: xyxy=(945,2189,1039,2199)
th-sl: ಕ್ರ ಸಂ xyxy=(945,2205,963,2232)
weather-min: 30 xyxy=(1474,1080,1490,1097)
office-address: ಮೇನ್‌ಬಜಾರ್, ಹೊಸಪೇಟೆ xyxy=(1311,366,1424,381)
article3-col2: ಹಣಕಾಸು ಮತ್ತು ಮಾರುಕಟ್ಟೆ ಬಗ್ಗೆ ಲೆಕ್ಕಪತ್ರ ನಿರ್ವಹಣೆ, ಯೋಜನಾ ವರದಿ ತಯಾರಿಕೆ, ಸಾಲ ಸೌಲಭ್ಯಗಳ ಕುರಿತು ತರಬೇತಿ ನೀಡಲಾಗುವುದು ಮತ್ತು ಸಂಬಂಧಪಟ್ಟ ಇಲಾಖೆಗಳ ಯೋಜನೆಗಳ ಬಗ್ಗೆ ಅರಿವು ಮೂಡಿಸಲಾಗುವುದು. ಮಾಹಿತಿ ನೀಡಲಾಗುವುದು. ಗುರುತಿನ ಚೀಟಿ, ಹಳೆಯ ವಿದ್ಯಾಭ್ಯಾಸದ ಪ್ರಮಾಣ ಪತ್ರ ನೀಡಲಾಗುವುದು. ಸ್ವಯಂ ಉದ್ಯೋಗ ಪ್ರಾರಂಭಿಸಲು ಬ್ಯಾಂಕಿನ ಸಾಲ ಸೌಲಭ್ಯ ಕುರಿತು ಮಾಹಿತಿ ನೀಡಲಾಗುವುದು. ಈ ಕಾರ್ಯಕ್ರಮದಲ್ಲಿ ಭಾಗವಹಿಸಲು ಅಭ್ಯರ್ಥಿಗಳು 18 ರಿಂದ 40 ವರ್ಷದೊಳಗಿನ ಕನಿಷ್ಠ SSLC ಪಾಸ್ ಆದ ಯುವ ನಿಧಿ ಫಲಾನುಭವಿಗಳು & ಮಹಿಳೆಯರು ಅರ್ಜಿ ಸಲ್ಲಿಸಬಹುದು. ಆಸಕ್ತರು ಜಂಟಿ ನಿರ್ದೇಶಕರು, ಸಿಡಾಕ್, ಜಿಲ್ಲಾ ಕೈಗಾರಿಕಾ ಕೇಂದ್ರದ ಕಟ್ಟಡ, ಕರ್ನಾಟಕ ಉದ್ಯಮಶೀಲತಾಭಿವೃದ್ಧಿ ಕೇಂದ್ರ, ಕೊಪ್ಪಳ-583231 ಇಲ್ಲಿಗೆ ಜನವರಿ 17 ರೊಳಗಾಗಿ ಭೇಟಿ ನೀಡಬಹುದು ಅಥವಾ ಮೊಬೈಲ್ ಸಂಖ್ಯೆ 7204016012 ಗೆ ಕರೆ ಮಾಡಿ ಹೆಸರನ್ನು ನೋಂದಾಯಿಸಿಕೊಳ್ಳಬಹುದು ಎಂದು ಸಿಡಾಕ್ ಜಂಟಿ ನಿರ್ದೇಶಕರಾದ ಜೆ.ಯು. ಚಿಕ್ಕಬಳಿ ಅವರು ಪ್ರಕಟಣೆಯಲ್ಲಿ ತಿಳಿಸಿದ್ದಾರೆ. xyxy=(295,1898,559,2195)
tender-item-label: 1.ಟೆಂಡರ್‌ಗಳನ್ನು ಸ್ವೀಕರಿಸುವ ಕೊನೆಯ ದಿನಾಂಕ: xyxy=(945,2159,1080,2170)
weather-max-label: ಗರಿಷ್ಠ xyxy=(1327,1080,1349,1096)
weather-max-label: ಗರಿಷ್ಠ xyxy=(1332,1053,1355,1068)
section-rule xyxy=(936,2023,1503,2027)
article2-headline: ಅಚ್ಚುಕಟ್ಟು ವ್ಯವಸ್ಥೆಗಳ ಮೂಲಕ ಅರ್ಥಪೂರ್ಣ ಆಚರಣೆಗೆ ಕ್ರಮ ವಹಿಸಿ: ಡಾ.ಸುರೇಶ ಬಿ.ಇಟ್ನಾಳ xyxy=(104,1066,1127,1105)
article2-col2: ನಡೆಸಲು ಸಂಬಂಧಿಸಿದ ಅಧಿಕಾರಿಗಳು ಕ್ರಮ ವಹಿಸಬೇಕು. ಕ್ರೀಡಾಂಗಣದಲ್ಲಿ ಸ್ವಚ್ಛತೆ, ಕುಡಿಯುವ ನೀರಿನ ವ್ಯವಸ್ಥೆ ಹಾಗೂ ನಗರದ ಪ್ರಮುಖ ವೃತ್ತಗಳಲ್ಲಿ ವಿದ್ಯುತ್ ದೀಪಗಳ ಅಲಂಕಾರಕ್ಕೆ ಕೊಪ್ಪಳ ನಗರಸಭೆ ವತಿಯಿಂದ ವ್ಯವಸ್ಥೆ ಮಾಡಬೇಕು. ವಿವಿಧ ಶಾಲಾ ಕಾಲೇಜುಗಳ ಮಕ್ಕಳನ್ನು ಜಿಲ್ಲಾ ಕ್ರೀಡಾಂಗಣಕ್ಕೆ ಕರೆತರಲು ಕೆಎಸ್‌ಆರ್‌ಟಿಸಿ ಯಿಂದ ಸೂಕ್ತ ಬಸ್ ವ್ಯವಸ್ಥೆ ಕಲ್ಪಿಸಬೇಕು. ಗಣರಾಜ್ಯೋತ್ಸವ ಕಾರ್ಯಕ್ರಮ ಅಚ್ಚುಕಟ್ಟು ಹಾಗೂ ಸುಗಮವಾಗಿ ನೆರವೇರಲು ವಿವಿಧ ಸಮಿತಿಗಳಿಗೆ ವಹಿಸಿದ ಕಾರ್ಯಕ್ರಮಗಳನ್ನು ಸುವ್ಯವಸ್ಥಿತವಾಗಿ ನಿರ್ವಹಿಸಬೇಕು ಎಂದು ಜಿಲ್ಲಾಧಿಕಾರಿಗಳು ಅಧಿಕಾರಿಗಳಿಗೆ ಸೂಚಿಸಿದರು. ತಹಶೀಲ್ದಾರರು ಶಿಷ್ಟಾಚಾರದಂತೆ ಚುನಾಯಿತ ಪ್ರತಿನಿಧಿಗಳು ಹಾಗೂ ಗಣ್ಯರನ್ನು ಕಾರ್ಯಕ್ರಮಕ್ಕೆ xyxy=(315,1408,606,1603)
ads-line: ವಧು,ವರರ ಅನ್ವೇಷಣೆ ಜಾಹೀರಾತುಗಳು, xyxy=(1296,506,1439,518)
article3-headline-line1: ಫ್ಯಾಶನ್ ಡಿಸೈನಿಂಗ್ & ಟೈಲರಿಂಗ್ ಕುರಿತು xyxy=(107,1818,464,1849)
article1-col4-top: ಮನವೊಲಿಸಬೇಕು. ಈ ಕುರಿತು ಅಧಿಕಾರಿಗಳು ಸೂಕ್ತ ಕ್ರಮ ಕೈಗೊಳ್ಳಬೇಕು ಎಂದು ಅವರು ಅಧಿಕಾರಿಗಳಿಗೆ ತಿಳಿಸಿದರು. ಕೃಷಿ ಭೂಮಿಯಲ್ಲಿ ಕೃಷಿ ಬೆಳೆಗಳ ನಡುವೆ ಗಾಂಜಾ ಬೆಳೆಯುವ ಸಾಧ್ಯತೆ ಇರುತ್ತದೆ. ಆದ್ದರಿಂದ ಕೃಷಿ ಇಲಾಖೆಯಿಂದ ಈ ಬಗ್ಗೆ ನಿಯಮಿತ ತಪಾಸಣೆ ನಡೆಸಬೇಕು. ಗಾಂಜಾ ಅಫೀಮು, ತಂಬಾಕು ಮತ್ತು ಇತರ ಅಕ್ರಮ ಬೆಳೆಗಳ ಕೃಷಿಯನ್ನು ನಿಲ್ಲಿಸಲು ಹೊಸ ರೀತಿಯ ಅಥವಾ ಪರ್ಯಾಯ ಬೆಳೆ ಬೆಳೆಯಲು ರೈತರನ್ನು ಉತ್ತೇಜಿಸಬೇಕು. ಅಬಕಾರಿ ಇಲಾಖೆಯವರು ಪೊಲೀಸ್ ಇಲಾಖೆಯೊಂದಿಗೆ ಜಂಟಿಯಾಗಿ ಜಿಲ್ಲೆಯ ಬಾರ್‌ಗಳಲ್ಲಿ ಡ್ರಗ್ ಬಳಕೆಯ ಕುರಿತು ಪರಿಶೀಲನೆ ನಡೆಸಬೇಕು. ಬಾರ್‌ಗಳಲ್ಲಿ ಎನ್‌ಡಿಪಿಎಸ್ ಸೂಚನಾ ಫಲಕಗಳನ್ನು ಪ್ರದರ್ಶಿಸಬೇಕು. xyxy=(936,224,1223,420)
tender-title: ನಗರಸಭಾ ಕಾರ್ಯಾಲಯ ಹೊಸಪೇಟೆ. xyxy=(944,2037,1495,2064)
case-number: Cri.M.C.No:1785/2025 xyxy=(1241,1591,1358,1604)
sign-left xyxy=(983,2269,1109,2297)
degree-mark: 0 xyxy=(1489,959,1494,968)
weather-min: 32 xyxy=(1474,1052,1490,1069)
subheader: 2024-25ನೇ ಸಾಲಿನ 15ನೇ ಹಣಕಾಸು (ಟೈಡ್) ಅನುದಾನ xyxy=(1064,2232,1413,2247)
ads-line: ವಿದೇಶಿ ಪ್ರಯಾಣ, ಸ್ವದೇಶಾಗಮನ, xyxy=(1307,488,1429,500)
weather-min: 29 xyxy=(1474,959,1490,976)
section-rule xyxy=(9,1002,1223,1007)
whatsapp-phone-2[interactable]: 99802 81752 xyxy=(1297,864,1438,889)
section-rule xyxy=(9,1808,1088,1810)
sign-left-line: ಅಭಿಯಂತರರು(ಪರಿಸರ) ನಗರಸಭೆ ಹೊಸಪೇಟೆ xyxy=(983,2284,1110,2295)
degree-mark: 0 xyxy=(1489,1052,1494,1062)
tender-item-value: ನಗರಸಭೆ, ಹೊಸಪೇಟೆ. xyxy=(1042,2187,1115,2199)
write-line: ಸಂಪಾದಕರಿಗೆ ಪತ್ರ, ದೂರುಗಳು, ಕುಂದು xyxy=(1297,785,1438,797)
degree-mark: 0 xyxy=(1376,986,1381,996)
portrait-photo xyxy=(23,437,311,771)
tender-item-label: 2.ಟೆಂಡರ್ ತೆರೆಯುವ ದಿನಾಂಕ: xyxy=(945,2174,1032,2184)
footer-rule xyxy=(936,2330,1503,2335)
weather-max-label: ಗರಿಷ್ಠ xyxy=(1332,959,1355,975)
divider xyxy=(1237,261,1498,263)
article1-col1-bottom: ನಿಯಂತ್ರಣ, ಸಮಸ್ಯೆಗಳ ಪರಿಹಾರ, ಮಾದಕ ವಸ್ತುಗಳ ಸಾಗಾಣಿಕೆ ಎನ್‌ಸಿಒಆರ್‌ಡಿ(ನಾರ್ಕೋ ಕೋ-ಆರ್ಡಿನೇಷನ್ ಸೆಂಟರ್) ಸಮನ್ವಯ ಸಮಿತಿ ಸಭೆಯ ಅಧ್ಯಕ್ಷತೆ ವಹಿಸಿ ಅವರು ಮಾತನಾಡಿದರು. ನಿಷೇಧಿತ ಔಷಧಿಗಳು, ನೋವು ನಿಯಂತ್ರಕ ಔಷಧಿಗಳು, ವಿನ್ಯಾಸಿತ ಸಂಬಂಧಿತ ಔಷಧಿಗಳು, ನಿಗದಿ, ಕೆಮ್ಮಿನ ಸಿರಪ್‌ಗಳನ್ನು ಯಾವುದೇ ಔಷಧ ಅಂಗಡಿಗಳಲ್ಲಿ ವೈದ್ಯರ ಶಿಫಾರಸ್ಸು ಇಲ್ಲದೇ ಯಾರಿಗೂ ಮಾರಾಟ ಮಾಡುವಂತಿಲ್ಲ. ಈ ನಿಟ್ಟಿನ ಔಷಧಿ ನಿಯಂತ್ರಣ ಕಲಂಗಳನ್ನು ಬಿಗಿಯಾಗಿ ಪಾಲಿಸಬೇಕು. ನೋವು ನಿವಾರಕ ಔಷಧಿಗಳು ಬರುವ ಅಂಶಗಳನ್ನು ಸೇರ್ಪಡೆ ಮಾಡಲಾಗಿರುತ್ತದೆ. xyxy=(23,778,307,934)
weather-max: 41 xyxy=(1361,986,1377,1003)
respondent-row xyxy=(1105,1651,1493,1666)
degree-mark: 0 xyxy=(1381,959,1386,968)
epaper-link-suffix[interactable]: epaper xyxy=(1342,235,1393,255)
tender-item-value: 16-01-2026 ಸಂಜೆ 5.00 ಗಂಟೆಗೆ. xyxy=(1081,2158,1197,2170)
shirastedar: Shirastedar xyxy=(1390,1895,1446,1909)
weather-min-label: ಕನಿಷ್ಠ xyxy=(1441,987,1463,1002)
email-row xyxy=(1237,890,1498,910)
meeting-photo-2 xyxy=(311,1151,1223,1400)
email-link[interactable]: hospettimes@gmail.com xyxy=(1293,890,1463,909)
sign-right-line: ನಗರಸಭೆ ಹೊಸಪೇಟೆ. xyxy=(1419,2284,1480,2295)
article2-col4-narrow: ಸಮಾಜ ಕಲ್ಯಾಣ ಇಲಾಖೆ ಉಪನಿರ್ದೇಶಕ ಅಜ್ಜಪ್ಪ ಸೊಗಲದ, ಪದವಿ ಪೂರ್ವ ಶಿಕ್ಷಣ ಇಲಾಖೆ ಉಪನಿರ್ದೇಶಕ ಜಗದೀಶ್, ಡಿಡಿಪಿಐ ಸೋಮಶೇಖರಗೌಡ ಪಾಟೀಲ, ಕಿಮ್ಸ್ ತಂಬಾಕು ನಿಯಂತ್ರಣ ಕೋಶದ ಕೋ-ಆರ್ಡಿನೇಟರ್, ಅರಣ್ಯ ಇಲಾಖೆ ಅಧಿಕಾರಿ, ಅಬಕಾರಿ ಇಲಾಖೆ ಅಧಿಕಾರಿಗಳು ಸೇರಿದಂತೆ ವಿವಿಧ ಇಲಾಖೆಗಳ ಅಧಿಕಾರಿಗಳು ಉಪಸ್ಥಿತರಿದ್ದರು. xyxy=(936,1547,1088,1721)
th-amount: ಅಂದಾಜು ಮೊತ್ತ (ರೂ. ಲಕ್ಷಗಳಲ್ಲಿ) xyxy=(1413,2205,1495,2232)
ads-line: ಇತ್ಯಾದಿಗಳಿಗೆ xyxy=(1345,595,1390,607)
photo-nameplate: ಡಾ.ಸುರೇಶ ಬಿ.ಇಟ್ನಾಳ xyxy=(127,445,207,458)
court-name: 2nd Additional Civil Judge & xyxy=(1351,1909,1493,1923)
cell-indent: DMA/2025-26/EL/WORK _INDENT 53860 xyxy=(1064,2247,1413,2266)
article4-headline-line2: ಪರೀಕ್ಷೆಗಳು: ನಿಷೇಧಾಜ್ಞೆ ಜಾರಿ xyxy=(680,1866,978,1902)
degree-mark: 0 xyxy=(1489,986,1494,996)
tender-item xyxy=(944,2172,1495,2187)
ads-title: ಜಾಹೀರಾತುಗಳಿಗಾಗಿ xyxy=(1294,416,1441,444)
degree-mark: 0 xyxy=(1381,1052,1386,1062)
weather-max: 41 xyxy=(1361,1080,1377,1097)
tender-table-subheader xyxy=(945,2232,1495,2247)
meeting-photo-1 xyxy=(318,214,936,435)
court-order xyxy=(1105,1881,1493,1895)
weather-city-row: ಬುಧ : ಗರಿಷ್ಠ : $41^0$, ಕನಿಷ್ಠ : $30^0$ xyxy=(1237,1073,1498,1100)
article1-col1-top: ಕೊಪ್ಪಳ : ನಿಷೇಧಿತ ಔಷಧಿಗಳನ್ನು ಯಾವುದೇ ಔಷಧ ಅಂಗಡಿಗಳಲ್ಲಿ ವೈದ್ಯರ ಶಿಫಾರಸ್ಸು ಹಾಗೂ ಅನುಮತಿ ಇಲ್ಲದೆ ಮಾರಾಟ ಮಾಡುವಂತಿಲ್ಲ. ಈ ಬಗ್ಗೆ ಜಿಲ್ಲೆಯ ಎಲ್ಲ ಔಷಧ ಅಂಗಡಿಗಳಿಗೆ ಕಟ್ಟುನಿಟ್ಟಿನ ಆದೇಶ ಹೊರಡಿಸಿ ಎಂದು ಸಂಬಂಧಿಸಿದ ಅಧಿಕಾರಿಗಳಿಗೆ ಜಿಲ್ಲಾಧಿಕಾರಿ ಡಾ.ಸುರೇಶ ಬಿ.ಇಟ್ನಾಳ ಅವರು ಸೂಚನೆ ನೀಡಿದರು. ಸೋಮವಾರದಂದು ಜಿಲ್ಲಾಧಿಕಾರಿಗಳ ಕಚೇರಿ ಸಭಾಂಗಣದಲ್ಲಿ ಆಯೋಜಿಸಿದ್ದ ಜಿಲ್ಲೆಯ ಮಾದಕ ವ್ಯಸನ xyxy=(23,236,307,351)
respondent-office: Birth & Deaths Taluk Office, Hosapete xyxy=(1105,1652,1282,1665)
column-rule xyxy=(929,1404,930,1505)
cell-amount: 6.00 xyxy=(1413,2247,1495,2266)
sign-row xyxy=(1105,1909,1493,1923)
article4-col2: ಶವ ಸಂಸ್ಕಾರಗಳು ಹಾಗೂ ಇನ್ನಿತರ ಧಾರ್ಮಿಕ ಕಾರ್ಯ ಕ್ರಮಗಳಿಗೆ ಅನ್ವಯವಾಗುವುದಿಲ್ಲ ಎಂದು ಜಿಲ್ಲಾಧಿಕಾರಿಗಳು ಆದೇಶದಲ್ಲಿ ತಿಳಿಸಿದ್ದಾರೆ. xyxy=(936,1923,1088,1996)
weather-row: ಬುಧ : ಗರಿಷ್ಠ : $41^0$, ಕನಿಷ್ಠ : $29^0$ xyxy=(1237,979,1498,1006)
advocate-name: Venugopal, xyxy=(1105,1909,1160,1923)
write-line: ಪರಿಚಯ, ಪುಸ್ತಕ- ಸಿನಿಮಾ-ನಾಟಕ xyxy=(1307,747,1429,760)
tender-footer: ವಾ.ಸಾ.ಸಂ.ಇ/ವಿಜಯನಗರ/2025-26/ಕೆಎಸ್‌ಎಂಸಿಎ/ಆರ್.ಓ.ಸಂಖ್ಯೆ/457 xyxy=(945,2300,1170,2310)
issue-date: ಮಂಗಳವಾರ 13-01-2026 xyxy=(8,22,259,49)
article2-byline: ಹೊಸಪೇಟೆ ಟೈಮ್ಸ್ ನ್ಯೂಸ್ xyxy=(106,1165,221,1181)
sign-row xyxy=(1105,1895,1493,1909)
ads-title-2: ಸಂಪರ್ಕಿಸಿ xyxy=(1335,444,1400,467)
weather-day: ಬುಧ xyxy=(1241,983,1262,998)
